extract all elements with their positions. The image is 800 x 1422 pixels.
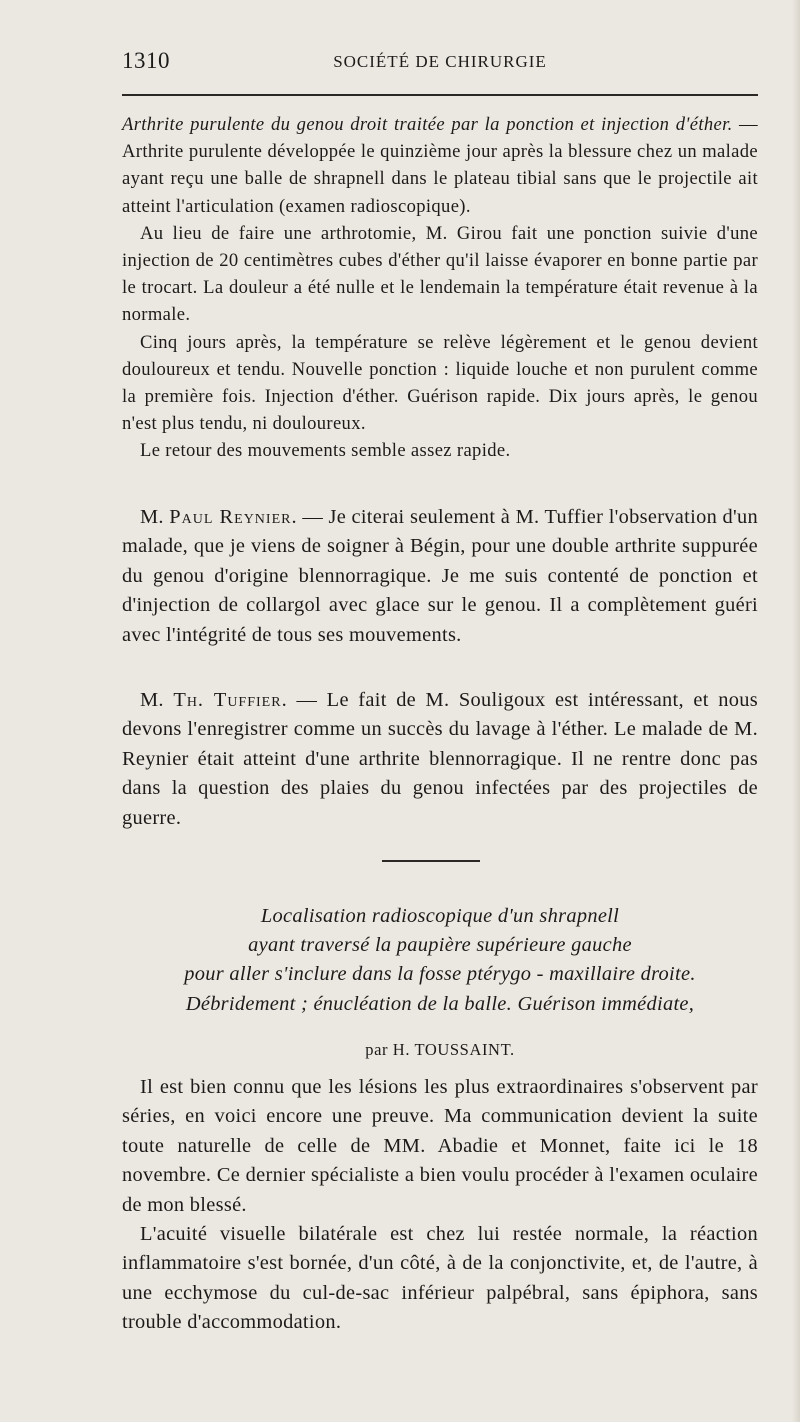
article-title-line: Débridement ; énucléation de la balle. Guérison immédiate, [185,992,695,1015]
case-title: Arthrite purulente du genou droit traitée par la ponction et injection d'éther. [122,114,733,135]
speaker-name: Paul Reynier [169,506,292,528]
page-edge [792,0,800,1422]
journal-title: SOCIÉTÉ DE CHIRURGIE [333,52,547,71]
article-title-line: pour aller s'inclure dans la fosse ptérygo - maxillaire droite. [184,963,696,986]
discussion-reynier [122,503,758,650]
section-divider [382,860,480,862]
article-body [122,1073,758,1338]
speaker-name: Th. Tuffier [173,689,282,711]
article-title-line: ayant traversé la paupière supérieure gauche [248,934,632,957]
running-head [122,42,758,82]
article-title-line: Localisation radioscopique d'un shrapnell [260,905,620,927]
case-paragraph: Le retour des mouvements semble assez rapide. [140,440,511,462]
discussion-tuffier [122,686,758,833]
byline: par H. TOUSSAINT. [365,1040,515,1059]
article-paragraph: L'acuité visuelle bilatérale est chez lui restée normale, la réaction inflammatoire s'est bornée, d'un côté, à de la conjonctivite, et, de l'autre, à une ecchymose du cul-de-sac inférieur palpébral, sans épiphora, sans trouble d'accommodation. [122,1223,758,1334]
discussion-paragraph: M. Th. Tuffier. — Le fait de M. Souligoux est intéressant, et nous devons l'enregistrer comme un succès du lavage à l'éther. Le malade de M. Reynier était atteint d'une arthrite blennorragique. Il ne rentre donc pas dans la question des plaies du genou infectées par des projectiles de guerre. [122,689,758,829]
case-paragraph: Arthrite purulente du genou droit traitée par la ponction et injection d'éther. — Arthrite purulente développée le quinzième jour après la blessure chez un malade ayant reçu une balle de shrapnell dans le plateau tibial sans que le projectile ait atteint l'articulation (examen radioscopique). [122,114,758,217]
article-title [122,902,758,1019]
case-paragraph: Au lieu de faire une arthrotomie, M. Girou fait une ponction suivie d'une injection de 20 centimètres cubes d'éther qu'il laisse évaporer en bonne partie par le trocart. La douleur a été nulle et le lendemain la température était revenue à la normale. [122,222,758,326]
case-report [122,111,758,465]
case-paragraph: Cinq jours après, la température se relève légèrement et le genou devient douloureux et tendu. Nouvelle ponction : liquide louche et non purulent comme la première fois. Injection d'éther. Guérison rapide. Dix jours après, le genou n'est plus tendu, ni douloureux. [122,331,758,435]
header-rule [122,94,758,96]
article-paragraph: Il est bien connu que les lésions les plus extraordinaires s'observent par séries, en voici encore une preuve. Ma communication devient la suite toute naturelle de celle de MM. Abadie et Monnet, faite ici le 18 novembre. Ce dernier spécialiste a bien voulu procéder à l'examen oculaire de mon blessé. [122,1076,758,1216]
discussion-paragraph: M. Paul Reynier. — Je citerai seulement à M. Tuffier l'observation d'un malade, que je viens de soigner à Bégin, pour une double arthrite suppurée du genou d'origine blennorragique. Je me suis contenté de ponction et d'injection de collargol avec glace sur le genou. Il a complètement guéri avec l'intégrité de tous ses mouvements. [122,506,758,646]
page-number: 1310 [122,48,170,73]
